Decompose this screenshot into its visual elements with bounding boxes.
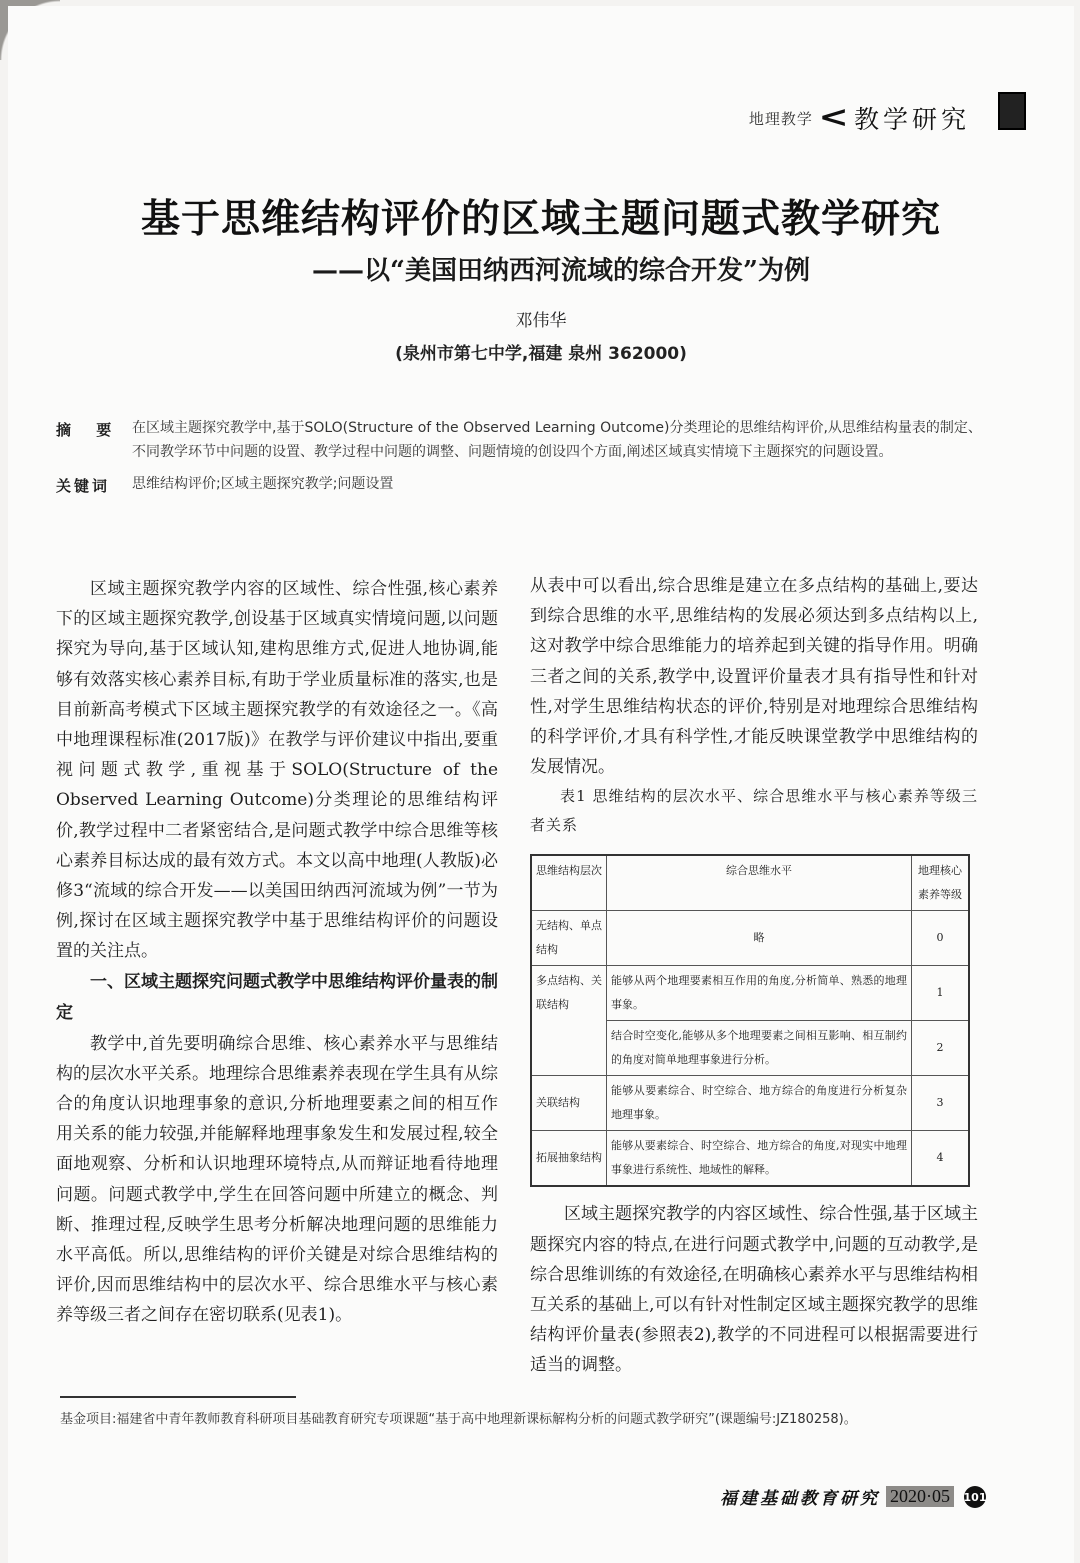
section1-paragraph: 教学中,首先要明确综合思维、核心素养水平与思维结构的层次水平关系。地理综合思维素养表现在学生具有从综合的角度认识地理事象的意识,分析地理要素之间的相互作用关系的能力较强,并能解释地理事象发生和发展过程,较全面地观察、分析和认识地理环境特点,从而辩证地看待地理问题。问题式教学中,学生在回答问题中所建立的概念、判断、推理过程,反映学生思考分析解决地理问题的思维能力水平高低。所以,思维结构的评价关键是对综合思维结构的评价,因而思维结构中的层次水平、综合思维水平与核心素养等级三者之间存在密切联系(见表1)。 (56, 1033, 498, 1326)
table-cell-desc: 能够从要素综合、时空综合、地方综合的角度进行分析复杂地理事象。 (607, 1076, 912, 1131)
table1-caption: 表1 思维结构的层次水平、综合思维水平与核心素养等级三者关系 (530, 787, 978, 835)
chevron-left-icon: < (818, 100, 849, 135)
table-cell-desc: 能够从两个地理要素相互作用的角度,分析简单、熟悉的地理事象。 (607, 966, 912, 1021)
intro-paragraph: 区域主题探究教学内容的区域性、综合性强,核心素养下的区域主题探究教学,创设基于区域真实情境问题,以问题探究为导向,基于区域认知,建构思维方式,促进人地协调,能够有效落实核心素养目标,有助于学业质量标准的落实,也是目前新高考模式下区域主题探究教学的有效途径之一。《高中地理课程标准(2017版)》在教学与评价建议中指出,要重视问题式教学,重视基于SOLO(Structure of the Observed Learning Outcome)分类理论的思维结构评价,教学过程中二者紧密结合,是问题式教学中综合思维等核心素养目标达成的最有效方式。本文以高中地理(人教版)必修3“流域的综合开发——以美国田纳西河流域为例”一节为例,探讨在区域主题探究教学中基于思维结构评价的问题设置的关注点。 (56, 579, 498, 962)
body-column-left (56, 574, 498, 1331)
article-subtitle: ——以“美国田纳西河流域的综合开发”为例 (312, 256, 810, 286)
table-cell-grade: 3 (912, 1076, 970, 1131)
table-row (531, 911, 969, 966)
table-header-grade: 地理核心素养等级 (912, 855, 970, 911)
table1 (530, 854, 970, 1187)
footer-journal: 福建基础教育研究 (720, 1489, 880, 1509)
table-row (531, 1131, 969, 1187)
table-cell-grade: 1 (912, 966, 970, 1021)
page-footer (720, 1484, 987, 1509)
table-cell-level: 多点结构、关联结构 (531, 966, 607, 1076)
author-affiliation: (泉州市第七中学,福建 泉州 362000) (395, 344, 687, 364)
table-header-row (531, 855, 969, 911)
running-head-journal: 地理教学 (748, 109, 813, 128)
page-number-badge: 101 (964, 1486, 986, 1508)
running-head (749, 100, 970, 136)
abstract-block (56, 416, 986, 496)
keywords-label: 关键词 (56, 477, 111, 495)
body-column-right (530, 571, 978, 1381)
table-header-level: 思维结构层次 (531, 855, 607, 911)
table-row (531, 966, 969, 1021)
table-cell-level: 拓展抽象结构 (531, 1131, 607, 1187)
table-cell-level: 关联结构 (531, 1076, 607, 1131)
article-author: 邓伟华 (515, 311, 567, 331)
table-cell-level: 无结构、单点结构 (531, 911, 607, 966)
after-table-paragraph: 区域主题探究教学的内容区域性、综合性强,基于区域主题探究内容的特点,在进行问题式教学中,问题的互动教学,是综合思维训练的有效途径,在明确核心素养水平与思维结构相互关系的基础上,可以有针对性制定区域主题探究教学的思维结构评价量表(参照表2),教学的不同进程可以根据需要进行适当的调整。 (530, 1204, 978, 1376)
continued-paragraph: 从表中可以看出,综合思维是建立在多点结构的基础上,要达到综合思维的水平,思维结构的发展必须达到多点结构以上,这对教学中综合思维能力的培养起到关键的指导作用。明确三者之间的关系,教学中,设置评价量表才具有指导性和针对性,对学生思维结构状态的评价,特别是对地理综合思维结构的科学评价,才具有科学性,才能反映课堂教学中思维结构的发展情况。 (530, 576, 978, 778)
article-title: 基于思维结构评价的区域主题问题式教学研究 (140, 196, 941, 242)
table-cell-desc: 结合时空变化,能够从多个地理要素之间相互影响、相互制约的角度对简单地理事象进行分析。 (607, 1021, 912, 1076)
funding-footnote: 基金项目:福建省中青年教师教育科研项目基础教育研究专项课题“基于高中地理新课标解构分析的问题式教学研究”(课题编号:JZ180258)。 (60, 1412, 857, 1427)
abstract-text: 在区域主题探究教学中,基于SOLO(Structure of the Observed Learning Outcome)分类理论的思维结构评价,从思维结构量表的制定、不同教学环节中问题的设置、教学过程中问题的调整、问题情境的创设四个方面,阐述区域真实情境下主题探究的问题设置。 (132, 420, 982, 460)
table-cell-grade: 0 (912, 911, 970, 966)
footnote-divider (60, 1396, 296, 1398)
table-header-thinking: 综合思维水平 (607, 855, 912, 911)
journal-page (8, 6, 1074, 1563)
table-cell-desc: 略 (607, 911, 912, 966)
table-row (531, 1076, 969, 1131)
section-heading-1: 一、区域主题探究问题式教学中思维结构评价量表的制定 (56, 971, 498, 1023)
abstract-label: 摘 要 (56, 421, 122, 439)
keywords-text: 思维结构评价;区域主题探究教学;问题设置 (132, 476, 394, 492)
black-square-icon (998, 92, 1026, 130)
running-head-section: 教学研究 (853, 105, 970, 134)
footer-issue: 2020·05 (886, 1486, 954, 1507)
table-cell-grade: 2 (912, 1021, 970, 1076)
table-cell-grade: 4 (912, 1131, 970, 1187)
table-cell-desc: 能够从要素综合、时空综合、地方综合的角度,对现实中地理事象进行系统性、地域性的解释。 (607, 1131, 912, 1187)
